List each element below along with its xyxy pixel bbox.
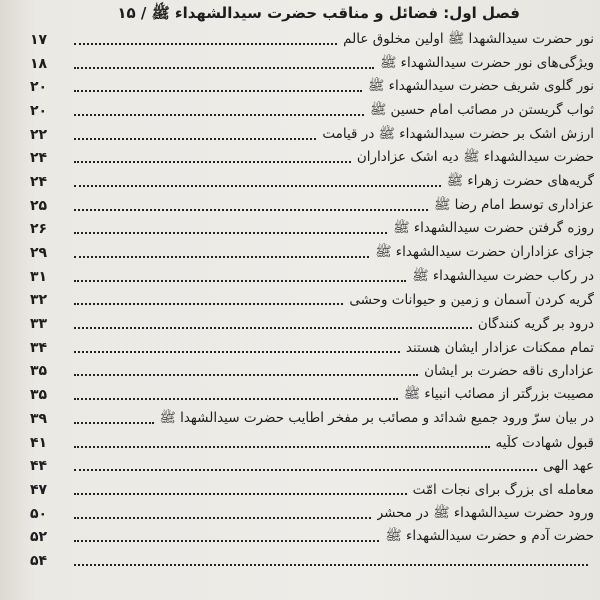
toc-entry-title: درود بر گریه کنندگان (477, 316, 594, 333)
toc-page-number: ۲۰ (30, 102, 48, 119)
dot-leader (74, 327, 472, 329)
dot-leader (74, 540, 379, 542)
dot-leader (74, 469, 537, 471)
toc-entry-title: گریه کردن آسمان و زمین و حیوانات وحشی (349, 292, 594, 309)
dot-leader (74, 422, 154, 424)
dot-leader (74, 493, 407, 495)
toc-entry (30, 383, 594, 407)
toc-entry-title: عهد الهی (543, 458, 594, 475)
toc-entry-title: تمام ممکنات عزادار ایشان هستند (405, 339, 594, 356)
toc-entry-title: در رکاب حضرت سیدالشهداء ﷺ (412, 267, 594, 284)
toc-entry-title: حضرت سیدالشهداء ﷺ دیه اشک عزاداران (356, 149, 594, 166)
dot-leader (74, 517, 371, 519)
toc-entry (30, 360, 594, 384)
toc-entry (30, 312, 594, 336)
toc-entry-title: قبول شهادت کلّیه (495, 434, 594, 451)
toc-entry (30, 146, 594, 170)
toc-page-number: ۳۲ (30, 292, 48, 309)
toc-page-number: ۲۴ (30, 150, 48, 167)
toc-entry (30, 431, 594, 455)
dot-leader (74, 280, 406, 282)
dot-leader (74, 43, 337, 45)
toc-page-number: ۵۲ (30, 529, 48, 546)
dot-leader (74, 351, 400, 353)
toc-entry (30, 289, 594, 313)
toc-entry (30, 502, 594, 526)
toc-page-number: ۴۷ (30, 481, 48, 498)
dot-leader (74, 303, 343, 305)
dot-leader (74, 564, 588, 566)
toc-page-number: ۳۱ (30, 268, 48, 285)
toc-entry-title: ویژگی‌های نور حضرت سیدالشهداء ﷺ (380, 54, 594, 71)
toc-entry (30, 454, 594, 478)
toc-page-number: ۳۳ (30, 316, 48, 333)
chapter-title: فصل اول: فضائل و مناقب حضرت سیدالشهداء ﷺ / ۱۵ (117, 4, 520, 22)
toc-entry (30, 99, 594, 123)
toc-entry (30, 478, 594, 502)
table-of-contents (30, 28, 594, 573)
dot-leader (74, 114, 364, 116)
toc-page-number: ۳۵ (30, 363, 48, 380)
toc-entry-title: نور حضرت سیدالشهدا ﷺ اولین مخلوق عالم (343, 30, 594, 47)
dot-leader (74, 232, 387, 234)
toc-page-number: ۳۹ (30, 410, 48, 427)
toc-page-number: ۳۴ (30, 339, 48, 356)
toc-entry-title: نور گلوی شریف حضرت سیدالشهداء ﷺ (368, 78, 594, 95)
toc-entry (30, 218, 594, 242)
toc-entry (30, 241, 594, 265)
toc-entry (30, 407, 594, 431)
dot-leader (74, 256, 369, 258)
toc-page-number: ۲۴ (30, 173, 48, 190)
toc-entry-title: عزاداری توسط امام رضا ﷺ (434, 196, 594, 213)
toc-entry-title: در بیان سرّ ورود جمیع شدائد و مصائب بر مفخر اطایب حضرت سیدالشهدا ﷺ (159, 409, 594, 426)
dot-leader (74, 138, 316, 140)
toc-entry-title: ثواب گریستن در مصائب امام حسین ﷺ (369, 101, 594, 118)
toc-page-number: ۲۹ (30, 245, 48, 262)
dot-leader (74, 446, 490, 448)
toc-entry (30, 52, 594, 76)
toc-entry-title: روزه گرفتن حضرت سیدالشهداء ﷺ (393, 220, 594, 237)
toc-entry-title: معامله ای بزرگ برای نجات امّت (412, 481, 594, 498)
toc-entry (30, 525, 594, 549)
toc-entry-title: حضرت آدم و حضرت سیدالشهداء ﷺ (385, 528, 594, 545)
toc-entry-title: ارزش اشک بر حضرت سیدالشهداء ﷺ در قیامت (322, 125, 594, 142)
toc-page-number: ۴۴ (30, 458, 48, 475)
page-header (0, 2, 600, 28)
toc-entry-title: گریه‌های حضرت زهراء ﷺ (446, 172, 594, 189)
toc-entry (30, 28, 594, 52)
dot-leader (74, 398, 398, 400)
toc-page-number: ۴۱ (30, 434, 48, 451)
toc-entry-title: جزای عزاداران حضرت سیدالشهداء ﷺ (375, 244, 594, 261)
toc-page-number: ۵۰ (30, 505, 48, 522)
dot-leader (74, 185, 441, 187)
dot-leader (74, 90, 362, 92)
toc-page-number: ۲۰ (30, 79, 48, 96)
toc-entry (30, 170, 594, 194)
toc-entry-title: ورود حضرت سیدالشهداء ﷺ در محشر (376, 504, 594, 521)
toc-page-number: ۵۴ (30, 552, 48, 569)
toc-page-number: ۱۸ (30, 55, 48, 72)
dot-leader (74, 67, 374, 69)
toc-entry (30, 336, 594, 360)
toc-entry (30, 75, 594, 99)
toc-page-number: ۲۵ (30, 197, 48, 214)
dot-leader (74, 209, 428, 211)
toc-page-number: ۳۵ (30, 387, 48, 404)
toc-entry (30, 194, 594, 218)
toc-page-number: ۲۶ (30, 221, 48, 238)
dot-leader (74, 374, 418, 376)
toc-entry (30, 549, 594, 573)
toc-entry (30, 123, 594, 147)
toc-entry-title: مصیبت بزرگتر از مصائب انبیاء ﷺ (403, 386, 594, 403)
toc-entry-title: عزاداری ناقه حضرت بر ایشان (424, 363, 594, 380)
dot-leader (74, 161, 351, 163)
toc-page-number: ۲۲ (30, 126, 48, 143)
toc-entry (30, 265, 594, 289)
toc-page-number: ۱۷ (30, 31, 48, 48)
